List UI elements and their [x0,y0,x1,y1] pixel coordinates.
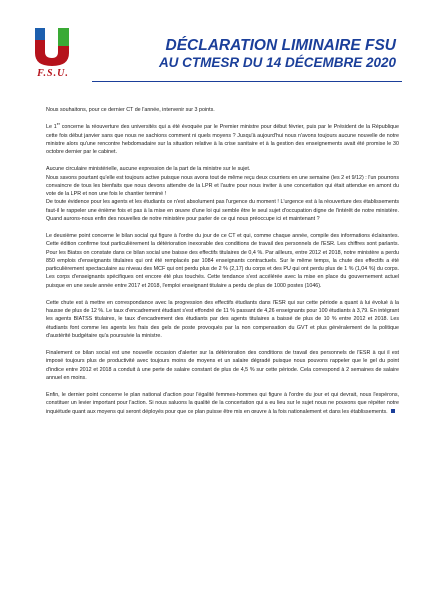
paragraph-first-point-text: concerne la réouverture des universités qui a été évoquée par le Premier ministre pour début février, puis par le Président de la République cette fois début janvier sans que nous ne sachions comment ni quels moyens ? Jusqu'à aujourd'hui nous n'avons toujours aucune nouvelle de notre ministre alors qu'une rencontre hebdomadaire sur la situation relative à la crise sanitaire et à la gestion des enseignements avait été promise le 30 octobre dernier par le cabinet. [46,124,400,155]
paragraph-first-point-start: Le 1 [46,124,57,131]
document-title-block [159,37,396,71]
paragraph-effectifs: Cette chute est à mettre en correspondance avec la progression des effectifs étudiants dans l'ESR qui sur cette période a quant à lui évolué à la hausse de plus de 12 %. Le taux d'encadrement étudiant s'est effondré de 11 % passant de 4,26 enseignants pour 100 étudiants à 3,79. En intégrant les agents BIATSS titulaires, le taux d'encadrement des étudiants par des agents titulaires a baissé de plus de 10 % entre 2012 et 2018. Les étudiants font comme les agents les frais des gels de poste provoqués par la non compensation du GVT et plus généralement de la politique d'austérité budgétaire qu'a poursuivie la ministre. [46,299,399,339]
end-square-icon [391,409,395,413]
document-title: DÉCLARATION LIMINAIRE FSU [165,37,396,54]
paragraph-circular-line-3: De toute évidence pour les agents et les étudiants ce n'est absolument pas l'urgence du moment ! L'urgence est à la réouverture des établissements faut-il le rappeler une énième fois et pas à la mise en œuvre d'une loi qui semble être le seul sujet d'occupation digne de l'intérêt de notre ministère. Quand aurons-nous enfin des nouvelles de notre ministère pour parler de ce qui nous préoccupe ici et maintenant ? [46,199,399,222]
paragraph-conditions-travail: Finalement ce bilan social est une nouvelle occasion d'alerter sur la détérioration des conditions de travail des personnels de l'ESR à qui il est imposé toujours plus de productivité avec toujours moins de moyens et un salaire dégradé puisque nous pouvons rappeler que le gel du point d'indice entre 2012 et 2018 a conduit à une perte de salaire constant de plus de 4,5 % sur cette période. Cela correspond à 2 semaines de salaire annuel en moins. [46,350,399,381]
fsu-u-logo-icon [31,24,75,68]
paragraph-intro: Nous souhaitons, pour ce dernier CT de l'année, intervenir sur 3 points. [46,107,215,113]
logo-text: F.S.U. [37,68,69,79]
paragraph-first-point [46,123,399,156]
paragraph-bilan-social: Le deuxième point concerne le bilan social qui figure à l'ordre du jour de ce CT et qui, comme chaque année, compile des informations éclairantes. Cette édition confirme tout particulièrement la détérioration inexorable des conditions de travail des personnels de l'ESR. Les chiffres sont parlants. Pour les Biatss on constate dans ce bilan social une baisse des effectifs titulaires de 0,4 %. Par ailleurs, entre 2012 et 2018, notre ministère a perdu 850 emplois d'enseignants titulaires qui ont été remplacés par 1084 enseignants contractuels. Sur le même temps, la chute des effectifs a été particulièrement spectaculaire au niveau des MCF qui ont perdu plus de 2 % (2,17) du corps et des PU qui ont perdu plus de 1 % (1,04 %) du corps. Les corps d'enseignants spécifiques ont encore été plus touchés. Cette tendance s'est accélérée avec la mise en place du gouvernement actuel puisque en une seule année entre 2017 et 2018, l'emploi enseignant titulaire a perdu de plus de 1000 postes (1046). [46,233,399,289]
paragraph-egalite [46,391,399,416]
document-subtitle: AU CTMESR DU 14 DÉCEMBRE 2020 [158,55,396,70]
document-body [46,106,399,425]
paragraph-egalite-text: Enfin, le dernier point concerne le plan national d'action pour l'égalité femmes-hommes qui figure à l'ordre du jour et qui devrait, nous l'espérons, constituer un levier important pour l'action. Si nous saluons la qualité de la concertation qui a eu lieu sur le sujet nous ne pouvons que répéter notre inquiétude quant aux moyens qui seront déployés pour que ce plan puisse être mis en œuvre à la fois nationalement et dans les établissements. [46,392,399,415]
ordinal-superscript: er [56,122,60,127]
paragraph-circular [46,165,399,223]
paragraph-circular-line-2: Nous savons pourtant qu'elle est toujours active puisque nous avons tout de même reçu deux courriers en une semaine (les 2 et 9/12) : l'un pourrons convaincre de tous les bienfaits que nous devons attendre de la LPR et l'autre pour nous inviter à une concertation qui était attendue en amont du vote de la LPR et non une fois le chantier terminé ! [46,174,399,197]
fsu-logo [31,24,75,82]
paragraph-circular-line-1: Aucune circulaire ministérielle, aucune expression de la part de la ministre sur le sujet. [46,166,251,173]
header-rule [92,81,402,82]
